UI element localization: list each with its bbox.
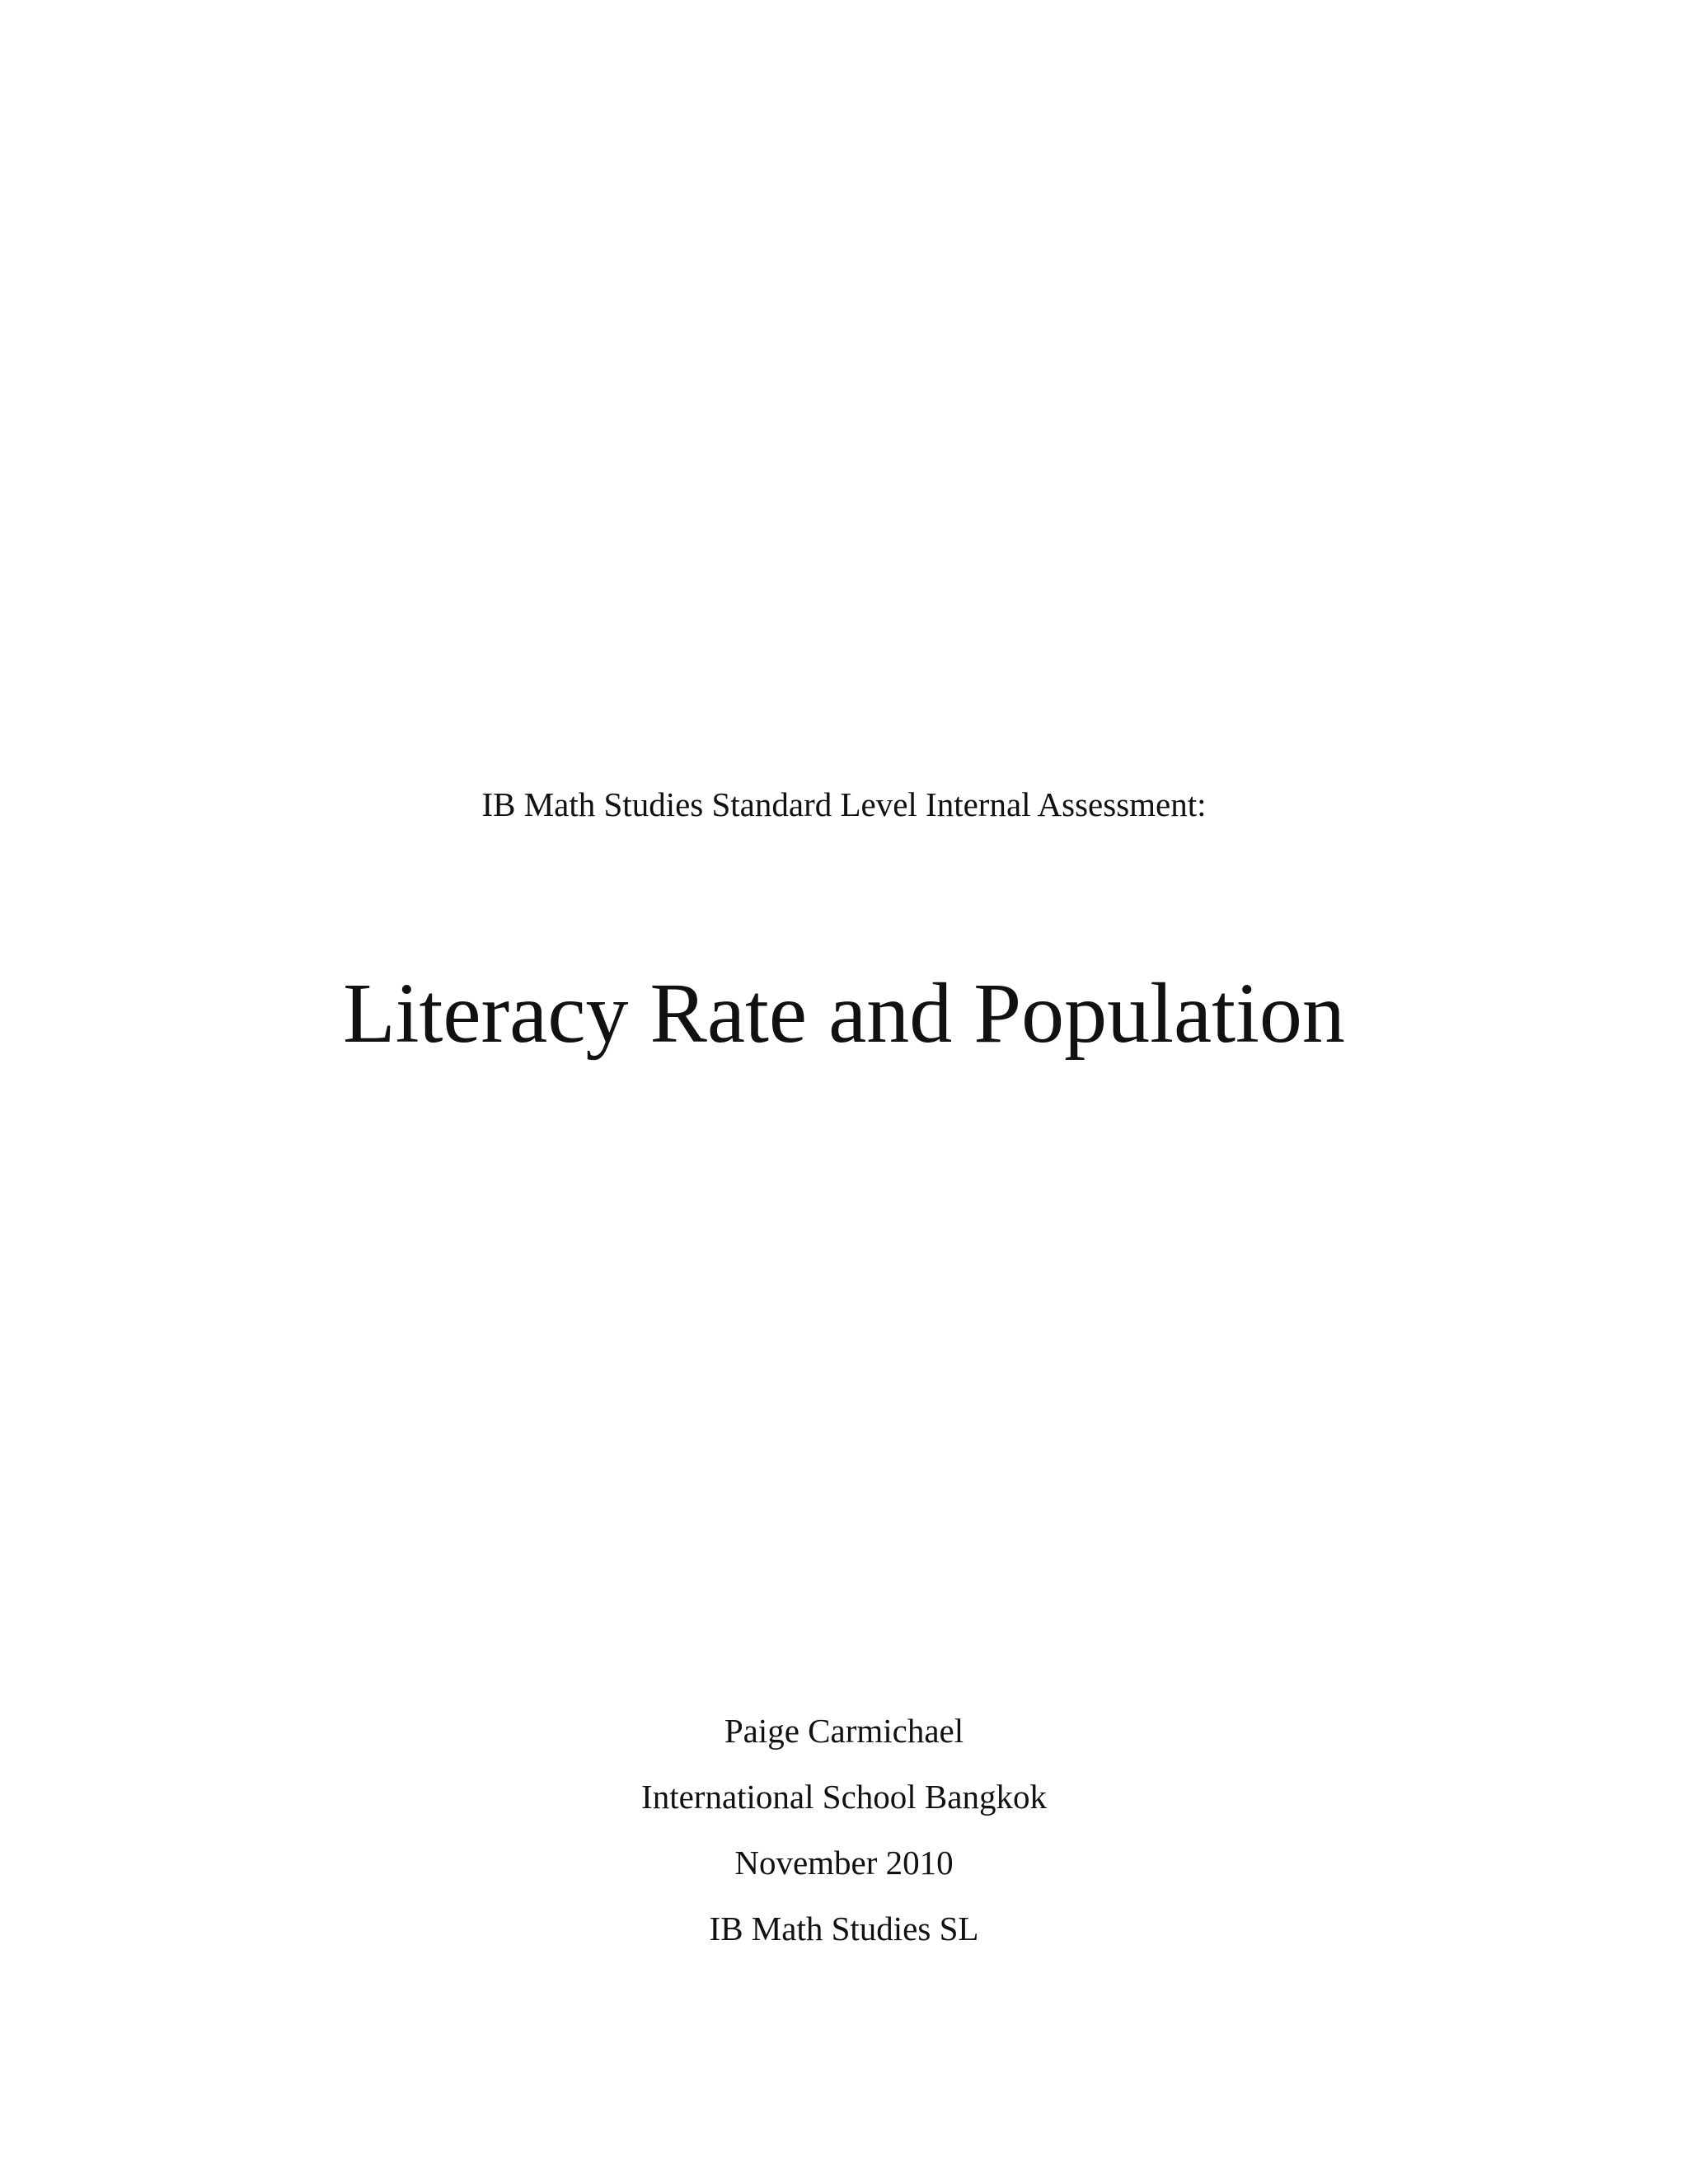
author-info-block	[0, 1714, 1688, 1978]
document-title: Literacy Rate and Population	[343, 966, 1345, 1061]
document-date: November 2010	[734, 1844, 954, 1882]
assessment-subtitle: IB Math Studies Standard Level Internal Assessment:	[481, 785, 1207, 823]
author-name: Paige Carmichael	[724, 1712, 964, 1750]
school-name: International School Bangkok	[641, 1778, 1047, 1816]
course-name: IB Math Studies SL	[709, 1910, 979, 1947]
